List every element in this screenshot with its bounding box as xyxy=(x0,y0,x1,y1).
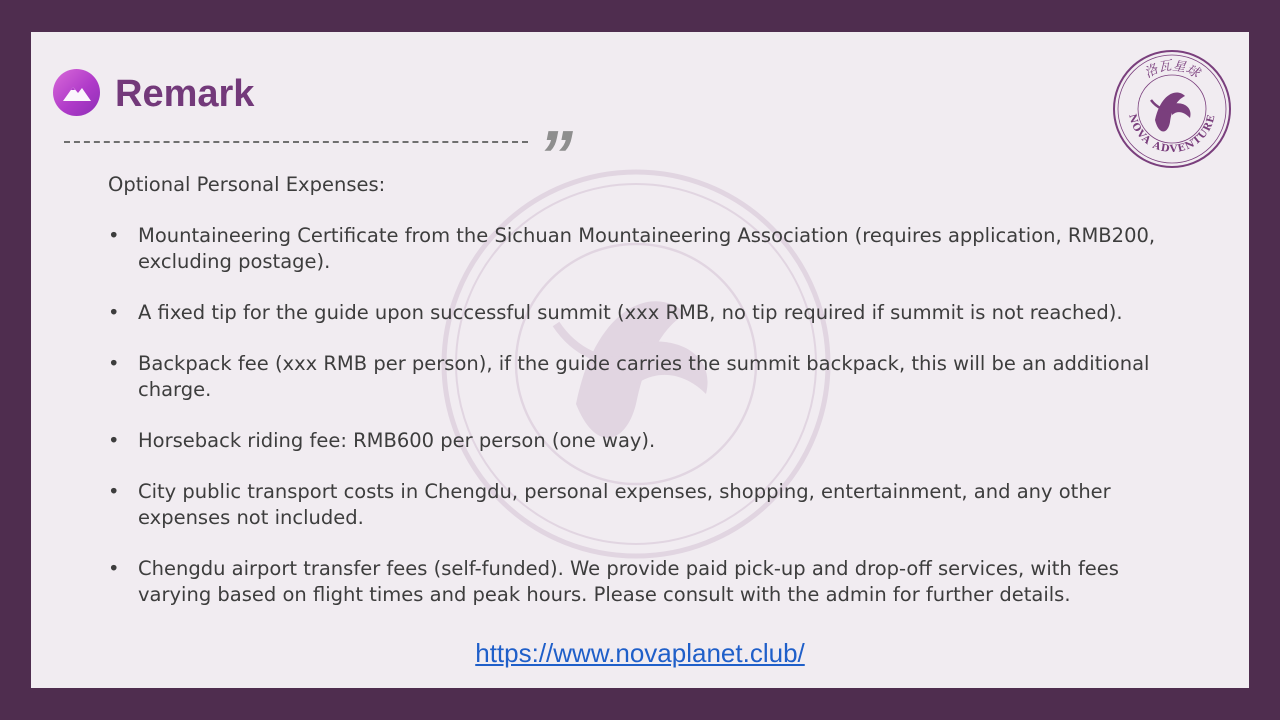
bullet-icon: • xyxy=(108,224,120,247)
bullet-icon: • xyxy=(108,301,120,324)
list-item-text: City public transport costs in Chengdu, personal expenses, shopping, entertainment, and any other expenses not included. xyxy=(138,480,1111,529)
title-divider xyxy=(64,141,528,143)
list-item xyxy=(108,428,1198,454)
list-item-text: Backpack fee (xxx RMB per person), if the guide carries the summit backpack, this will be an additional charge. xyxy=(138,352,1150,401)
bullet-icon: • xyxy=(108,429,120,452)
quote-mark: ” xyxy=(538,116,573,194)
list-item-text: A fixed tip for the guide upon successful summit (xxx RMB, no tip required if summit is not reached). xyxy=(138,301,1123,324)
slide xyxy=(31,32,1249,688)
list-item xyxy=(108,300,1198,326)
mountain-circle-icon xyxy=(53,69,100,116)
list-item xyxy=(108,556,1198,608)
bullet-icon: • xyxy=(108,352,120,375)
list-item-text: Mountaineering Certificate from the Sichuan Mountaineering Association (requires application, RMB200, excluding postage). xyxy=(138,224,1156,273)
nova-adventure-logo xyxy=(1111,48,1233,170)
svg-text:NOVA ADVENTURE: NOVA ADVENTURE xyxy=(1126,112,1218,156)
list-item-text: Chengdu airport transfer fees (self-funded). We provide paid pick-up and drop-off services, with fees varying based on flight times and peak hours. Please consult with the admin for further details. xyxy=(138,557,1119,606)
list-item xyxy=(108,223,1198,275)
website-link[interactable]: https://www.novaplanet.club/ xyxy=(475,638,805,668)
content-body xyxy=(108,172,1198,633)
expense-list xyxy=(108,223,1198,608)
svg-text:洛瓦星球: 洛瓦星球 xyxy=(1142,58,1202,82)
bullet-icon: • xyxy=(108,480,120,503)
bullet-icon: • xyxy=(108,557,120,580)
page-title: Remark xyxy=(115,73,255,115)
intro-text: Optional Personal Expenses: xyxy=(108,173,386,196)
list-item xyxy=(108,479,1198,531)
list-item xyxy=(108,351,1198,403)
list-item-text: Horseback riding fee: RMB600 per person (one way). xyxy=(138,429,656,452)
